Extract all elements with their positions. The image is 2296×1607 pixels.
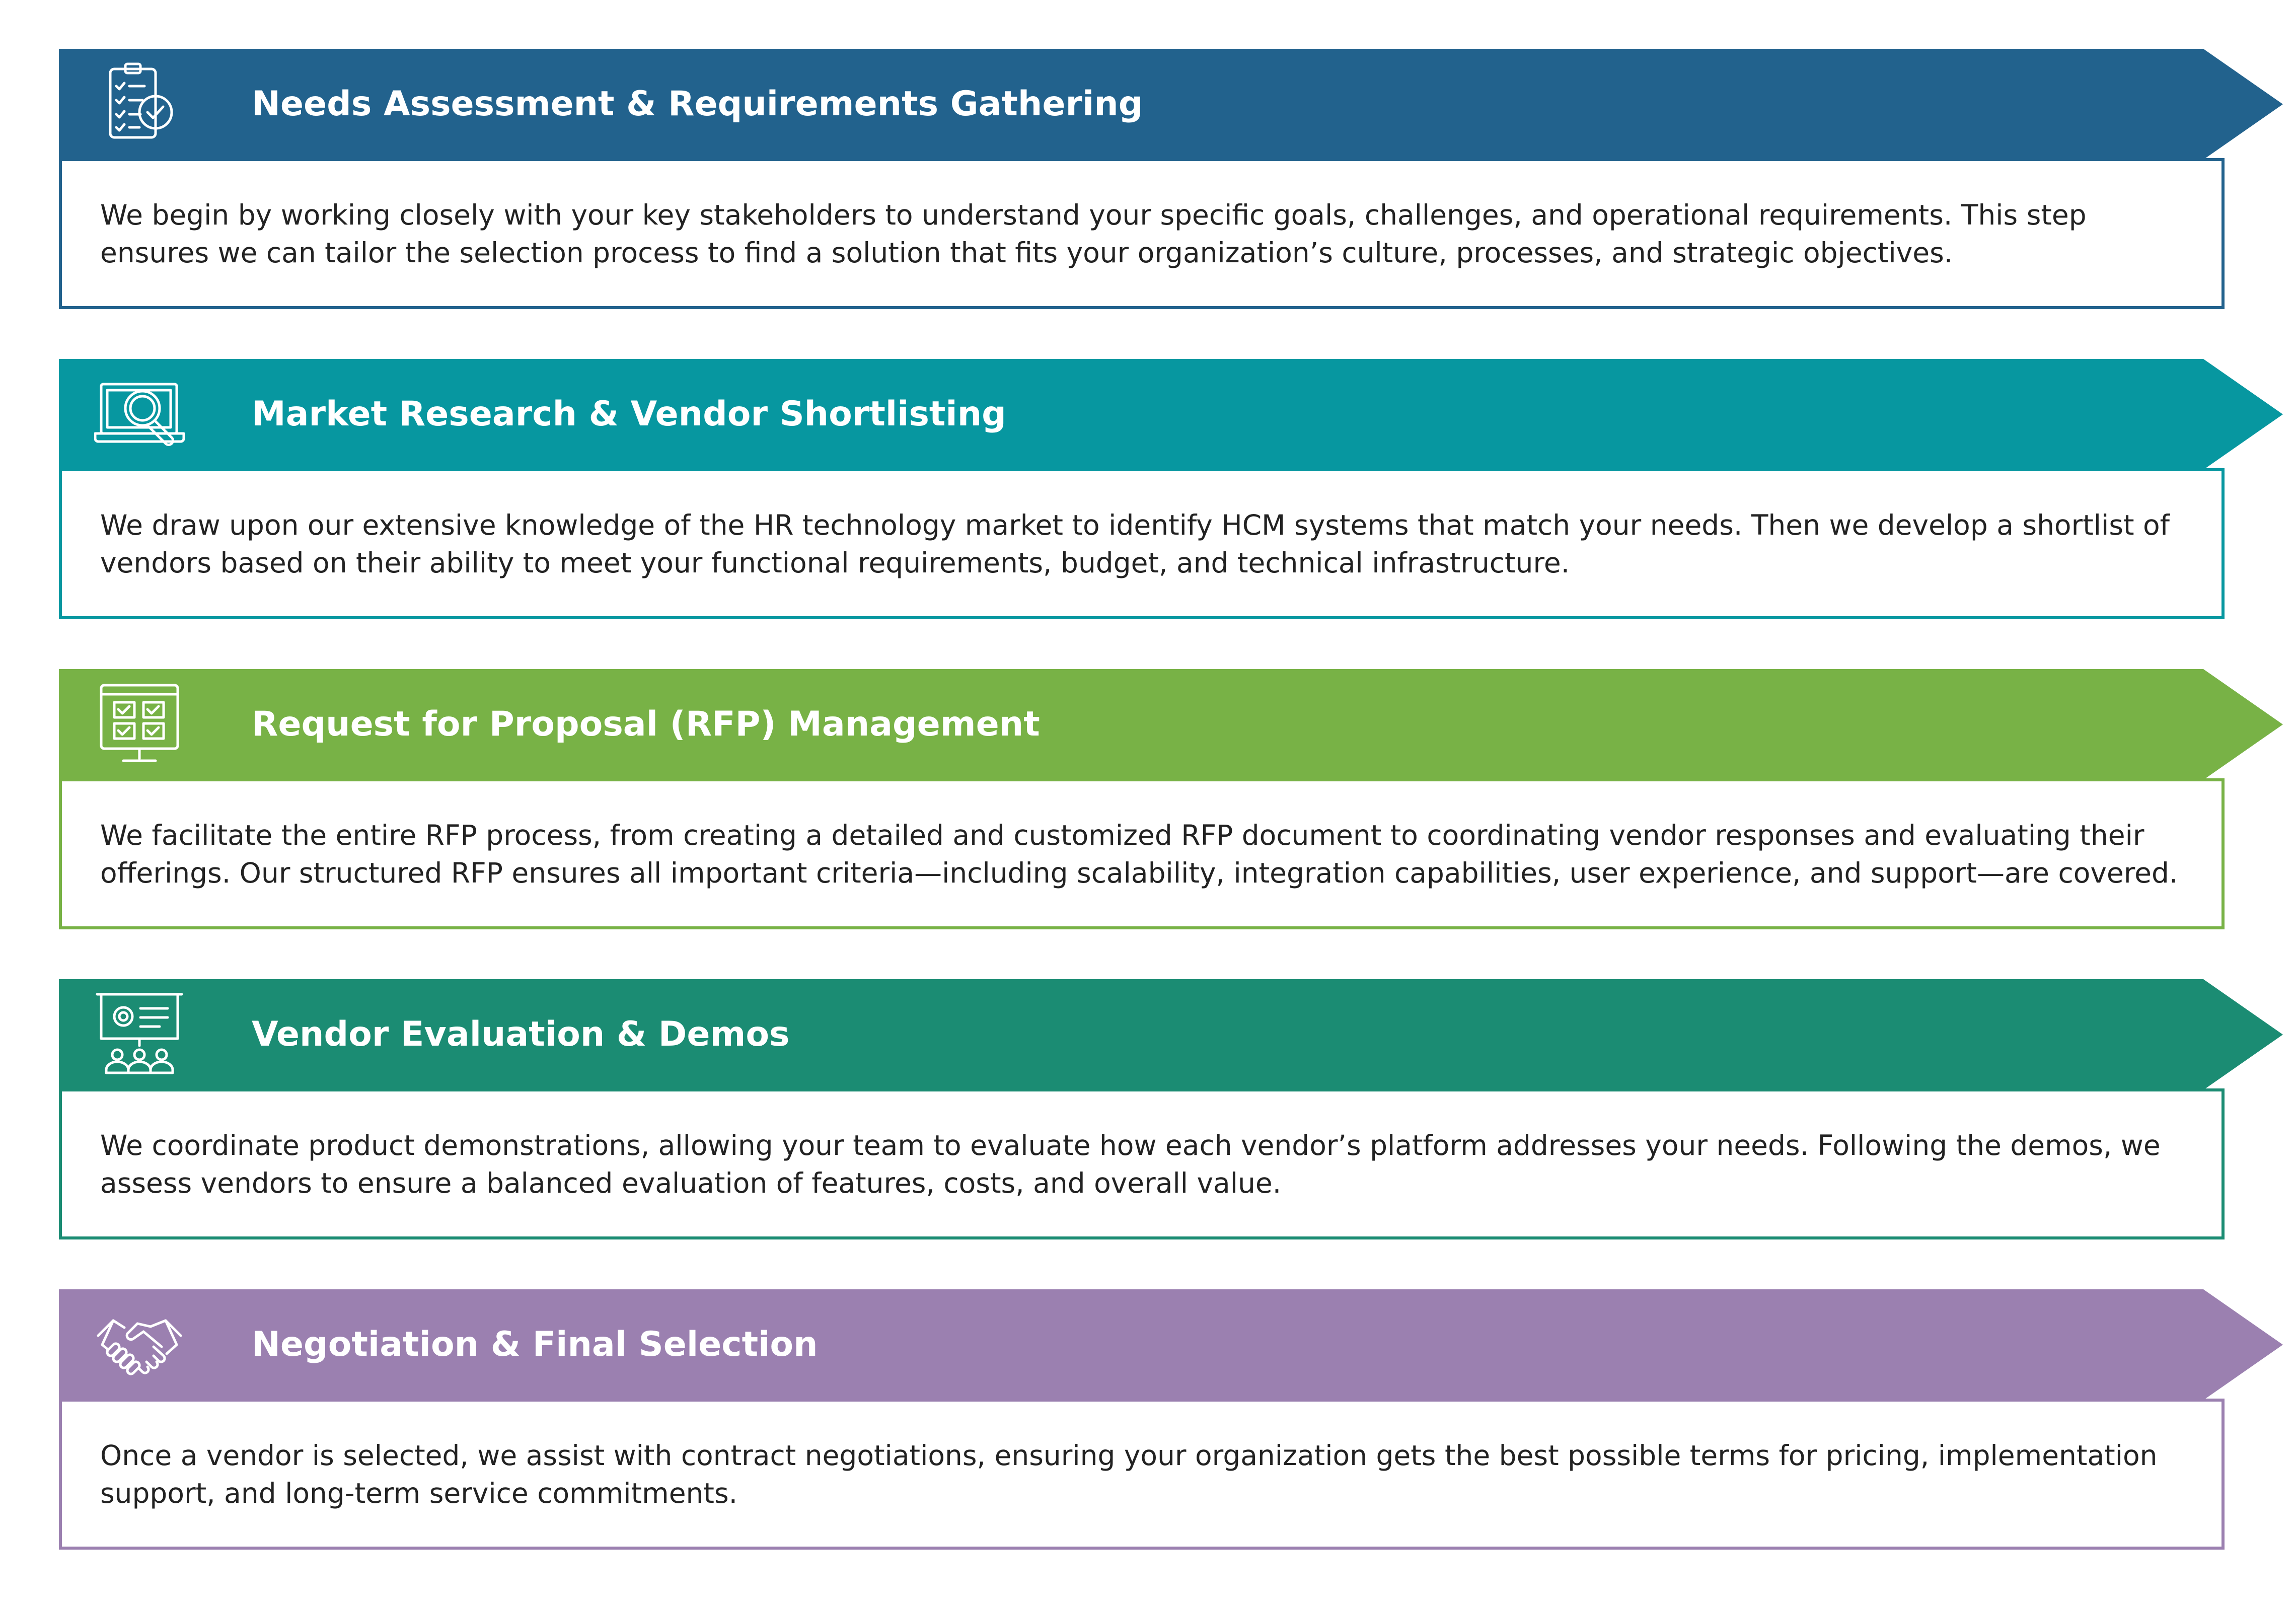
step-negotiation [59, 1289, 2296, 1509]
step-title: Market Research & Vendor Shortlisting [252, 394, 1006, 434]
handshake-icon [94, 1300, 185, 1391]
step-banner [59, 979, 2296, 1090]
step-body [59, 1399, 2225, 1550]
step-title: Needs Assessment & Requirements Gathering [252, 84, 1143, 124]
step-market-research [59, 359, 2296, 579]
step-title: Negotiation & Final Selection [252, 1325, 818, 1364]
step-body [59, 1088, 2225, 1239]
step-banner [59, 359, 2296, 470]
monitor-checklist-icon [94, 680, 185, 771]
step-banner [59, 49, 2296, 160]
step-title: Request for Proposal (RFP) Management [252, 704, 1040, 744]
step-body [59, 468, 2225, 619]
step-rfp-management [59, 669, 2296, 889]
presentation-audience-icon [94, 990, 185, 1081]
step-needs-assessment [59, 49, 2296, 269]
checklist-icon [94, 60, 185, 151]
step-body [59, 158, 2225, 309]
step-banner [59, 669, 2296, 780]
step-banner [59, 1289, 2296, 1400]
step-description: We draw upon our extensive knowledge of the HR technology market to identify HCM systems that match your needs. Then we develop a shortlist of vendors based on their ability to meet your functional requirements, budget, and technical infrastructure. [100, 509, 2170, 579]
step-body [59, 778, 2225, 929]
step-description: We coordinate product demonstrations, allowing your team to evaluate how each vendor’s platform addresses your needs. Following the demos, we assess vendors to ensure a balanced evaluation of features, costs, and overall value. [100, 1129, 2161, 1199]
step-description: We begin by working closely with your key stakeholders to understand your specific goals, challenges, and operational requirements. This step ensures we can tailor the selection process to find a solution that fits your organization’s culture, processes, and strategic objectives. [100, 199, 2087, 269]
step-description: Once a vendor is selected, we assist with contract negotiations, ensuring your organization gets the best possible terms for pricing, implementation support, and long-term service commitments. [100, 1439, 2158, 1509]
step-vendor-evaluation [59, 979, 2296, 1199]
step-title: Vendor Evaluation & Demos [252, 1014, 790, 1054]
laptop-search-icon [94, 370, 185, 461]
step-description: We facilitate the entire RFP process, from creating a detailed and customized RFP document to coordinating vendor responses and evaluating their offerings. Our structured RFP ensures all important criteria—including scalability, integration capabilities, user experience, and support—are covered. [100, 819, 2178, 889]
